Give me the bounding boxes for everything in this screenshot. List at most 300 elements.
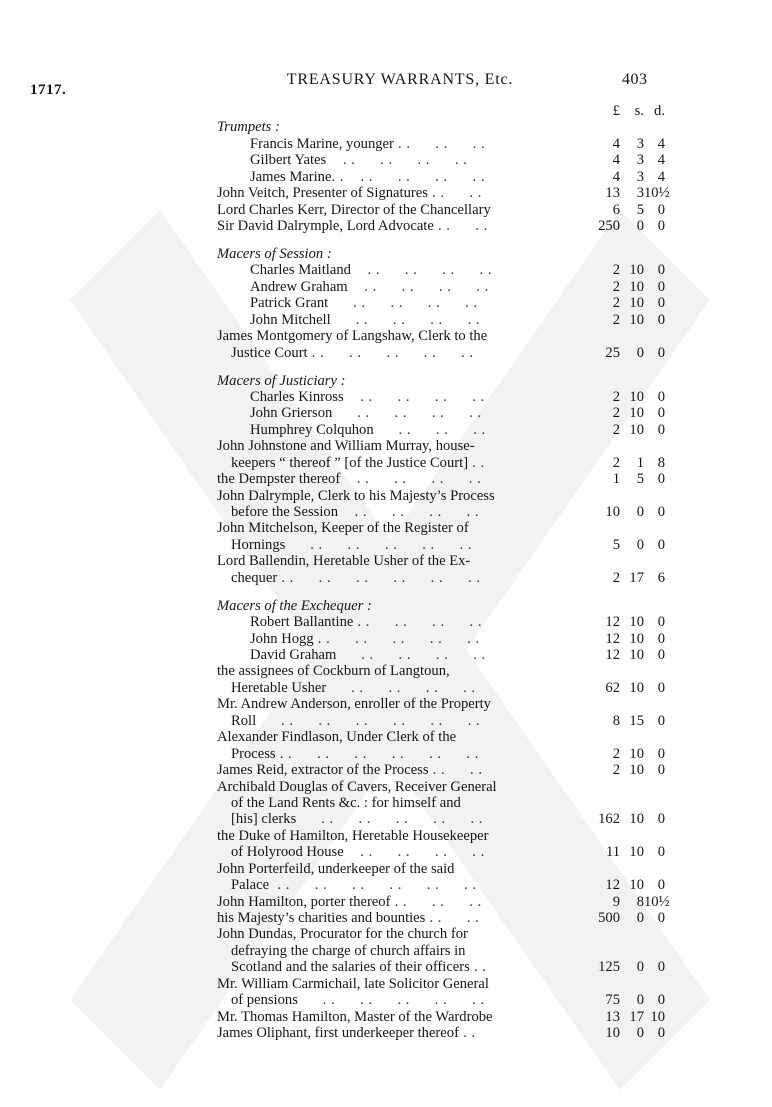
leader-dots: . . . . . . . . . . . . <box>275 745 479 762</box>
pence-value: 4 <box>657 135 665 152</box>
pence-value: 0 <box>657 614 665 631</box>
pence-value: 8 <box>657 454 665 471</box>
pence-value: 0 <box>657 992 665 1009</box>
pence-value: 0 <box>657 421 665 438</box>
amount <box>580 262 665 278</box>
pence-value: 0 <box>657 745 665 762</box>
entry-name <box>217 680 580 696</box>
leader-dots: . . . . . . . . <box>347 278 489 295</box>
pounds-value: 8 <box>612 712 620 729</box>
ledger-row <box>217 185 670 202</box>
entry-name <box>217 729 580 745</box>
leader-dots: . . . . . . <box>393 135 486 152</box>
pence-value: 0 <box>657 712 665 729</box>
shillings-value: 15 <box>629 712 644 729</box>
pounds-value: 2 <box>612 388 620 405</box>
shillings-value: 10 <box>629 311 644 328</box>
pounds-value: 13 <box>605 185 620 202</box>
entry-text: Macers of Session : <box>217 245 332 262</box>
entry-text: chequer <box>231 569 278 586</box>
section-heading <box>217 598 665 614</box>
entry-text: [his] clerks <box>231 811 297 828</box>
ledger-row <box>217 389 665 405</box>
shillings-value: 10 <box>629 295 644 312</box>
entry-name <box>217 455 580 471</box>
pounds-value: 2 <box>612 421 620 438</box>
shillings-value: 8 <box>636 893 644 910</box>
entry-text: the Duke of Hamilton, Heretable Housekeeper <box>217 827 489 844</box>
entry-text: of Holyrood House <box>231 844 344 861</box>
pence-value: 0 <box>657 679 665 696</box>
shillings-value: 0 <box>636 536 644 553</box>
ledger-row <box>217 713 665 729</box>
leader-dots: . . . . . . . . . . . . <box>269 877 477 894</box>
amount <box>580 455 665 471</box>
page-number: 403 <box>622 71 648 88</box>
leader-dots: . . . . . . . . <box>340 471 482 488</box>
pence-value: 4 <box>657 168 665 185</box>
entry-text: David Graham <box>250 647 337 664</box>
entry-name <box>217 520 580 536</box>
ledger-row <box>217 729 665 745</box>
leader-dots: . . . . . . . . <box>350 262 492 279</box>
amount <box>580 152 665 168</box>
entry-name <box>217 152 580 168</box>
entry-text: John Mitchelson, Keeper of the Register of <box>217 520 469 537</box>
entry-name <box>217 614 580 630</box>
entry-text: Scotland and the salaries of their officers <box>231 959 470 976</box>
shillings-value: 10 <box>629 811 644 828</box>
pence-value: 0 <box>657 295 665 312</box>
leader-dots: . . . . . . . . <box>326 152 468 169</box>
leader-dots: . . . . . . . . <box>353 614 482 631</box>
entry-name <box>217 762 580 778</box>
pence-value: 0 <box>657 201 665 218</box>
ledger-row <box>217 844 665 860</box>
ledger-row <box>217 422 665 438</box>
entry-name <box>217 992 580 1008</box>
entry-name <box>217 119 580 135</box>
amount <box>580 570 665 586</box>
pence-value: 0 <box>657 344 665 361</box>
shillings-value: 0 <box>636 344 644 361</box>
entry-name <box>217 811 580 827</box>
pounds-value: 4 <box>612 152 620 169</box>
pounds-value: 12 <box>605 647 620 664</box>
pence-column-header: d. <box>654 102 665 119</box>
shillings-value: 10 <box>629 647 644 664</box>
entry-name <box>217 696 580 712</box>
pence-value: 0 <box>657 405 665 422</box>
ledger-row <box>217 746 665 762</box>
leader-dots: . . . . <box>433 218 488 235</box>
leader-dots: . . . . . . . . <box>328 295 478 312</box>
pounds-column-header: £ <box>612 102 620 119</box>
leader-dots: . . . . <box>427 185 482 202</box>
pence-value: 0 <box>657 630 665 647</box>
amount <box>580 202 665 218</box>
pounds-value: 5 <box>612 536 620 553</box>
ledger-row <box>217 488 665 504</box>
pounds-value: 1 <box>612 471 620 488</box>
shillings-value: 3 <box>636 185 644 202</box>
ledger-row <box>217 959 665 975</box>
amount <box>580 631 665 647</box>
entry-name <box>217 844 580 860</box>
entry-name <box>217 861 580 877</box>
pounds-value: 2 <box>612 569 620 586</box>
ledger-row <box>217 438 665 454</box>
shillings-column-header: s. <box>634 102 644 119</box>
amount <box>580 345 665 361</box>
leader-dots: . . . . . . . . <box>338 504 480 521</box>
ledger-row <box>217 893 670 910</box>
ledger-row <box>217 762 665 778</box>
ledger-row <box>217 664 665 680</box>
entry-text: his Majesty’s charities and bounties <box>217 910 426 927</box>
shillings-value: 10 <box>629 679 644 696</box>
pence-value: 0 <box>657 388 665 405</box>
ledger-row <box>217 779 665 795</box>
pence-value: 0 <box>657 278 665 295</box>
amount <box>580 504 665 520</box>
amount <box>580 389 665 405</box>
pence-value: 0 <box>657 262 665 279</box>
pence-value: 0 <box>657 311 665 328</box>
entry-name <box>217 345 580 361</box>
ledger-row <box>217 521 665 537</box>
leader-dots: . . . . . . . . <box>330 311 481 328</box>
pounds-value: 9 <box>612 893 620 910</box>
pounds-value: 62 <box>605 679 620 696</box>
amount <box>580 992 665 1008</box>
pounds-value: 2 <box>612 311 620 328</box>
amount <box>580 680 665 696</box>
pounds-value: 500 <box>598 910 620 927</box>
entry-name <box>217 246 580 262</box>
leader-dots: . . . . . . . . <box>343 844 485 861</box>
amount <box>580 537 665 553</box>
leader-dots: . . . . . . . . . . <box>297 992 485 1009</box>
ledger-row <box>217 877 665 893</box>
ledger-row <box>217 312 665 328</box>
entry-text: James Reid, extractor of the Process <box>217 762 429 779</box>
pounds-value: 162 <box>598 811 620 828</box>
shillings-value: 17 <box>629 1008 644 1025</box>
leader-dots: . . . . <box>428 762 483 779</box>
amount <box>580 1025 665 1041</box>
entry-name <box>217 295 580 311</box>
amount <box>580 136 665 152</box>
ledger-row <box>217 295 665 311</box>
ledger-row <box>217 405 665 421</box>
leader-dots: . . . . . . . . . . <box>296 811 483 828</box>
entry-text: Heretable Usher <box>231 679 327 696</box>
pence-value: 4 <box>657 152 665 169</box>
entry-text: John Grierson <box>250 405 333 422</box>
pounds-value: 75 <box>605 992 620 1009</box>
leader-dots: . . . . . . . . <box>336 647 486 664</box>
pence-value: 0 <box>657 536 665 553</box>
entry-name <box>217 910 580 926</box>
amount <box>580 405 665 421</box>
entry-text: of pensions <box>231 992 298 1009</box>
section-heading <box>217 246 665 262</box>
entry-text: Process <box>231 745 276 762</box>
entry-text: Gilbert Yates <box>250 152 327 169</box>
entry-text: John Veitch, Presenter of Signatures <box>217 185 428 202</box>
shillings-value: 1 <box>636 454 644 471</box>
pence-value: 0 <box>657 762 665 779</box>
ledger-row <box>217 218 665 234</box>
pence-value: 0 <box>657 471 665 488</box>
entry-name <box>217 488 580 504</box>
pounds-value: 250 <box>598 218 620 235</box>
pence-value: 0 <box>657 504 665 521</box>
shillings-value: 10 <box>629 630 644 647</box>
entry-text: Sir David Dalrymple, Lord Advocate <box>217 218 434 235</box>
shillings-value: 0 <box>636 504 644 521</box>
entry-name <box>217 598 580 614</box>
leader-dots: . . <box>469 959 487 976</box>
entry-text: defraying the charge of church affairs in <box>231 942 466 959</box>
shillings-value: 10 <box>629 278 644 295</box>
amount <box>580 811 665 827</box>
ledger-row <box>217 262 665 278</box>
shillings-value: 0 <box>636 910 644 927</box>
pence-value: 10½ <box>644 185 670 202</box>
entry-name <box>217 976 580 992</box>
shillings-value: 3 <box>636 152 644 169</box>
amount <box>580 471 665 487</box>
entry-text: keepers “ thereof ” [of the Justice Court] <box>231 454 469 471</box>
entry-text: John Porterfeild, underkeeper of the said <box>217 860 455 877</box>
shillings-value: 17 <box>629 569 644 586</box>
entry-text: Patrick Grant <box>250 295 329 312</box>
pence-value: 0 <box>657 1025 665 1042</box>
amount <box>580 762 665 778</box>
ledger-row <box>217 976 665 992</box>
amount <box>580 844 665 860</box>
leader-dots: . . . . . . . . <box>326 679 476 696</box>
pounds-value: 2 <box>612 745 620 762</box>
leader-dots: . . . . . . . . . . <box>313 630 480 647</box>
entry-text: before the Session <box>231 504 338 521</box>
ledger-row <box>217 828 665 844</box>
ledger-row <box>217 1025 665 1041</box>
entry-text: of the Land Rents &c. : for himself and <box>231 794 461 811</box>
shillings-value: 5 <box>636 201 644 218</box>
entry-text: Justice Court <box>231 344 308 361</box>
entry-name <box>217 795 580 811</box>
ledger-row <box>217 537 665 553</box>
entry-text: Macers of the Exchequer : <box>217 597 372 614</box>
running-title: TREASURY WARRANTS, Etc. <box>286 71 514 88</box>
ledger-row <box>217 504 665 520</box>
entry-name <box>217 828 580 844</box>
pence-value: 0 <box>657 811 665 828</box>
amount <box>580 218 665 234</box>
pounds-value: 10 <box>605 504 620 521</box>
amount <box>580 877 665 893</box>
shillings-value: 10 <box>629 614 644 631</box>
shillings-value: 10 <box>629 405 644 422</box>
pence-value: 0 <box>657 218 665 235</box>
entry-name <box>217 136 580 152</box>
pounds-value: 10 <box>605 1025 620 1042</box>
shillings-value: 10 <box>629 262 644 279</box>
ledger-row <box>217 345 665 361</box>
pounds-value: 25 <box>605 344 620 361</box>
entry-text: John Dalrymple, Clerk to his Majesty’s Process <box>217 487 495 504</box>
entry-name <box>217 647 580 663</box>
ledger-table <box>217 102 670 1042</box>
pence-value: 0 <box>657 877 665 894</box>
entry-text: Mr. William Carmichail, late Solicitor General <box>217 975 489 992</box>
entry-name <box>217 959 580 975</box>
entry-text: the Dempster thereof <box>217 471 341 488</box>
pounds-value: 2 <box>612 278 620 295</box>
pounds-value: 2 <box>612 762 620 779</box>
entry-name <box>217 779 580 795</box>
entry-text: Charles Kinross <box>250 388 344 405</box>
entry-text: John Hogg <box>250 630 314 647</box>
entry-text: James Oliphant, first underkeeper thereof <box>217 1025 459 1042</box>
ledger-row <box>217 202 665 218</box>
ledger-row <box>217 992 665 1008</box>
pounds-value: 11 <box>605 844 620 861</box>
entry-name <box>217 537 580 553</box>
pence-value: 6 <box>657 569 665 586</box>
entry-name <box>217 570 580 586</box>
amount <box>580 893 670 910</box>
leader-dots: . . . . <box>425 910 480 927</box>
entry-name <box>217 631 580 647</box>
entry-name <box>217 663 580 679</box>
entry-name <box>217 328 580 344</box>
amount <box>580 185 670 202</box>
pounds-value: 125 <box>598 959 620 976</box>
shillings-value: 10 <box>629 877 644 894</box>
entry-text: Charles Maitland <box>250 262 351 279</box>
entry-text: Palace <box>231 877 270 894</box>
entry-name <box>217 713 580 729</box>
amount <box>580 746 665 762</box>
shillings-value: 0 <box>636 1025 644 1042</box>
shillings-value: 10 <box>629 745 644 762</box>
entry-name <box>217 1025 580 1041</box>
shillings-value: 10 <box>629 762 644 779</box>
pence-value: 10 <box>650 1008 665 1025</box>
entry-name <box>217 894 580 910</box>
section-heading <box>217 119 665 135</box>
entry-name <box>217 185 580 201</box>
ledger-row <box>217 152 665 168</box>
pounds-value: 2 <box>612 295 620 312</box>
ledger-row <box>217 680 665 696</box>
pounds-value: 2 <box>612 454 620 471</box>
ledger-row <box>217 927 665 943</box>
amount <box>580 279 665 295</box>
page-year: 1717. <box>30 82 67 98</box>
shillings-value: 0 <box>636 992 644 1009</box>
ledger-row <box>217 471 665 487</box>
pounds-value: 4 <box>612 135 620 152</box>
entry-text: Robert Ballantine <box>250 614 354 631</box>
entry-name <box>217 312 580 328</box>
entry-text: Alexander Findlason, Under Clerk of the <box>217 729 457 746</box>
entry-name <box>217 504 580 520</box>
shillings-value: 0 <box>636 218 644 235</box>
pence-value: 0 <box>657 844 665 861</box>
entry-text: John Mitchell <box>250 311 331 328</box>
pence-value: 0 <box>657 959 665 976</box>
ledger-row <box>217 696 665 712</box>
pounds-value: 6 <box>612 201 620 218</box>
ledger-row <box>217 1009 665 1025</box>
leader-dots: . . . . . . . . . . <box>307 344 474 361</box>
leader-dots: . . . . . . . . <box>343 388 485 405</box>
entry-text: John Hamilton, porter thereof <box>217 893 391 910</box>
entry-name <box>217 926 580 942</box>
leader-dots: . . . . . . . . . . . . <box>256 712 481 729</box>
currency-header-row <box>217 103 665 119</box>
entry-text: Archibald Douglas of Cavers, Receiver General <box>217 778 497 795</box>
entry-text: Roll <box>231 712 257 729</box>
entry-text: Trumpets : <box>217 119 280 136</box>
shillings-value: 3 <box>636 168 644 185</box>
entry-text: Macers of Justiciary : <box>217 372 346 389</box>
entry-name <box>217 405 580 421</box>
entry-name <box>217 943 580 959</box>
amount <box>580 614 665 630</box>
entry-name <box>217 438 580 454</box>
entry-name <box>217 169 580 185</box>
leader-dots: . . . . . . . . <box>332 405 482 422</box>
entry-text: Francis Marine, younger <box>250 135 394 152</box>
shillings-value: 10 <box>629 844 644 861</box>
ledger-row <box>217 570 665 586</box>
entry-text: the assignees of Cockburn of Langtoun, <box>217 663 450 680</box>
amount <box>580 713 665 729</box>
entry-text: John Dundas, Procurator for the church for <box>217 926 468 943</box>
entry-name <box>217 422 580 438</box>
amount <box>580 169 665 185</box>
pounds-value: 13 <box>605 1008 620 1025</box>
entry-name <box>217 262 580 278</box>
ledger-row <box>217 631 665 647</box>
pounds-value: 2 <box>612 262 620 279</box>
leader-dots: . . . . . . <box>390 893 482 910</box>
ledger-row <box>217 455 665 471</box>
ledger-row <box>217 647 665 663</box>
pounds-value: 12 <box>605 877 620 894</box>
entry-name <box>217 746 580 762</box>
entry-name <box>217 471 580 487</box>
entry-name <box>217 877 580 893</box>
shillings-value: 5 <box>636 471 644 488</box>
leader-dots: . . <box>468 454 485 471</box>
amount <box>580 1009 665 1025</box>
ledger-row <box>217 169 665 185</box>
entry-text: Hornings <box>231 536 286 553</box>
amount <box>580 422 665 438</box>
ledger-row <box>217 811 665 827</box>
ledger-row <box>217 279 665 295</box>
entry-text: Lord Charles Kerr, Director of the Chancellary <box>217 201 491 218</box>
section-heading <box>217 373 665 389</box>
leader-dots: . . . . . . . . . . <box>331 168 485 185</box>
